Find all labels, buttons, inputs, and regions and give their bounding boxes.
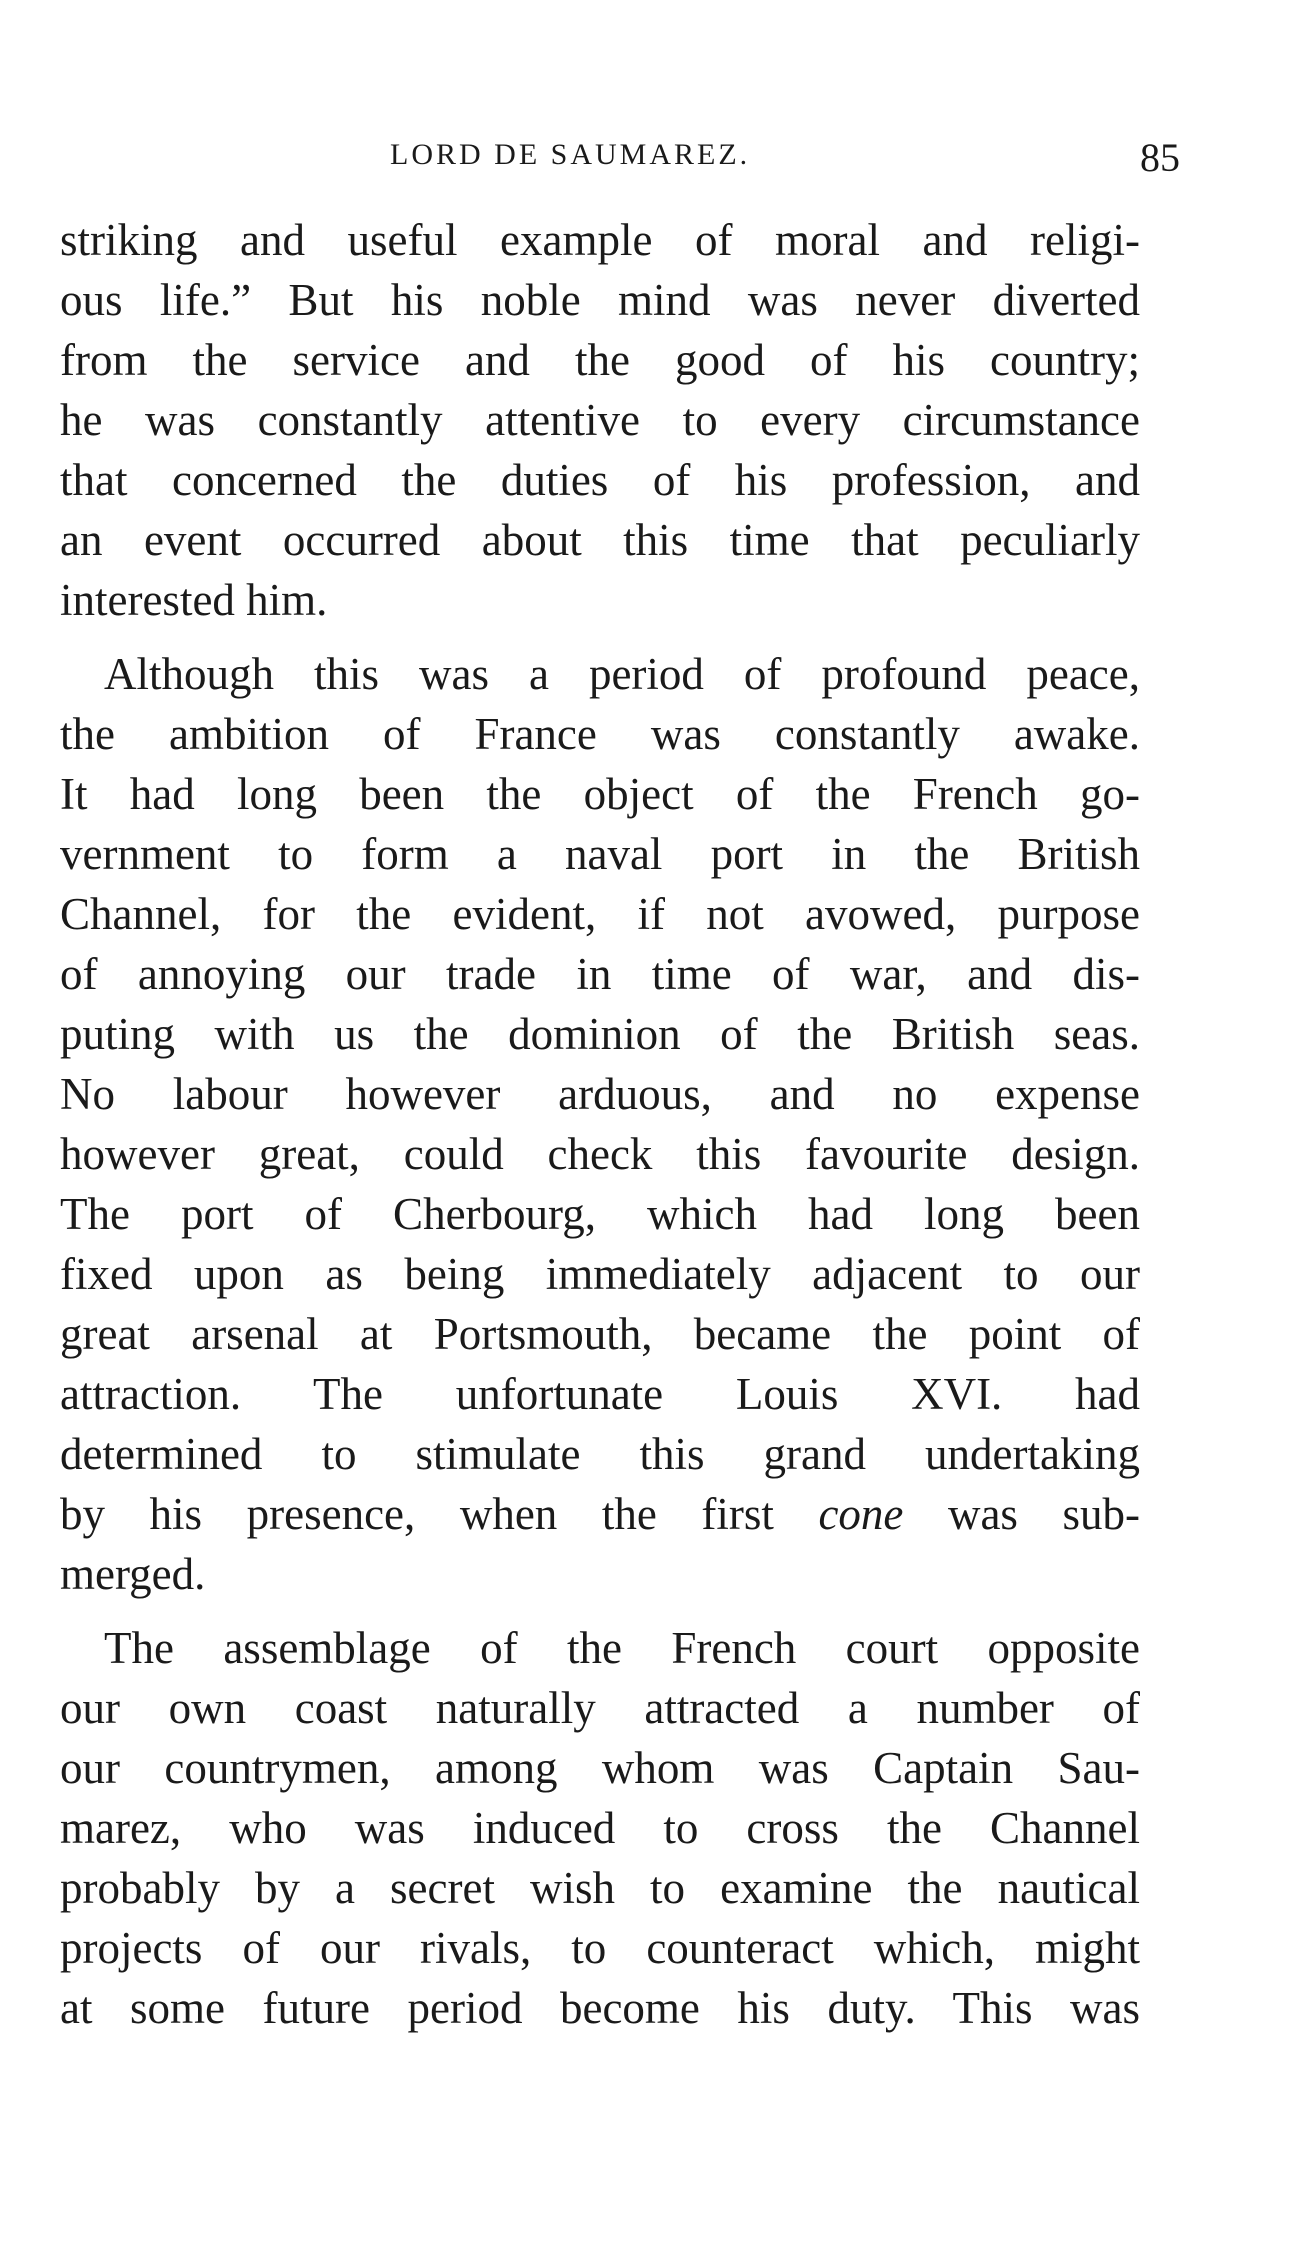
italic-word: cone xyxy=(818,1489,904,1539)
text-line: our own coast naturally attracted a number of xyxy=(60,1683,1140,1733)
text-line: puting with us the dominion of the British seas. xyxy=(60,1009,1140,1059)
text-line: determined to stimulate this grand undertaking xyxy=(60,1429,1140,1479)
text-line: however great, could check this favourite design. xyxy=(60,1129,1140,1179)
text-line: an event occurred about this time that peculiarly xyxy=(60,515,1140,565)
text-line: the ambition of France was constantly awake. xyxy=(60,709,1140,759)
text-line: Although this was a period of profound peace, xyxy=(104,649,1140,699)
text-line: he was constantly attentive to every circumstance xyxy=(60,395,1140,445)
text-line: probably by a secret wish to examine the nautical xyxy=(60,1863,1140,1913)
text-line: marez, who was induced to cross the Channel xyxy=(60,1803,1140,1853)
body-text xyxy=(60,210,1140,2052)
text-line: vernment to form a naval port in the British xyxy=(60,829,1140,879)
paragraph-2 xyxy=(60,644,1140,1604)
text-line-with-italic xyxy=(60,1484,1140,1544)
text-line: at some future period become his duty. This was xyxy=(60,1983,1140,2033)
text-line: great arsenal at Portsmouth, became the point of xyxy=(60,1309,1140,1359)
text-segment: was sub- xyxy=(903,1489,1141,1539)
running-head xyxy=(60,135,1210,188)
text-line: attraction. The unfortunate Louis XVI. had xyxy=(60,1369,1140,1419)
page-number: 85 xyxy=(1140,135,1180,180)
text-line: interested him. xyxy=(60,575,328,625)
text-line: striking and useful example of moral and religi- xyxy=(60,215,1140,265)
text-line: The port of Cherbourg, which had long been xyxy=(60,1189,1140,1239)
text-line: The assemblage of the French court opposite xyxy=(104,1623,1140,1673)
text-line: It had long been the object of the French go- xyxy=(60,769,1140,819)
text-line: that concerned the duties of his profession, and xyxy=(60,455,1140,505)
text-line: No labour however arduous, and no expense xyxy=(60,1069,1140,1119)
text-line: projects of our rivals, to counteract which, might xyxy=(60,1923,1140,1973)
text-line: from the service and the good of his country; xyxy=(60,335,1140,385)
text-line: Channel, for the evident, if not avowed, purpose xyxy=(60,889,1140,939)
paragraph-1 xyxy=(60,210,1140,630)
text-line: merged. xyxy=(60,1549,206,1599)
text-line: fixed upon as being immediately adjacent to our xyxy=(60,1249,1140,1299)
text-line: of annoying our trade in time of war, and dis- xyxy=(60,949,1140,999)
paragraph-3 xyxy=(60,1618,1140,2038)
text-segment: by his presence, when the first xyxy=(60,1489,819,1539)
text-line: ous life.” But his noble mind was never diverted xyxy=(60,275,1140,325)
text-line: our countrymen, among whom was Captain Sau- xyxy=(60,1743,1140,1793)
running-title: LORD DE SAUMAREZ. xyxy=(390,138,751,171)
